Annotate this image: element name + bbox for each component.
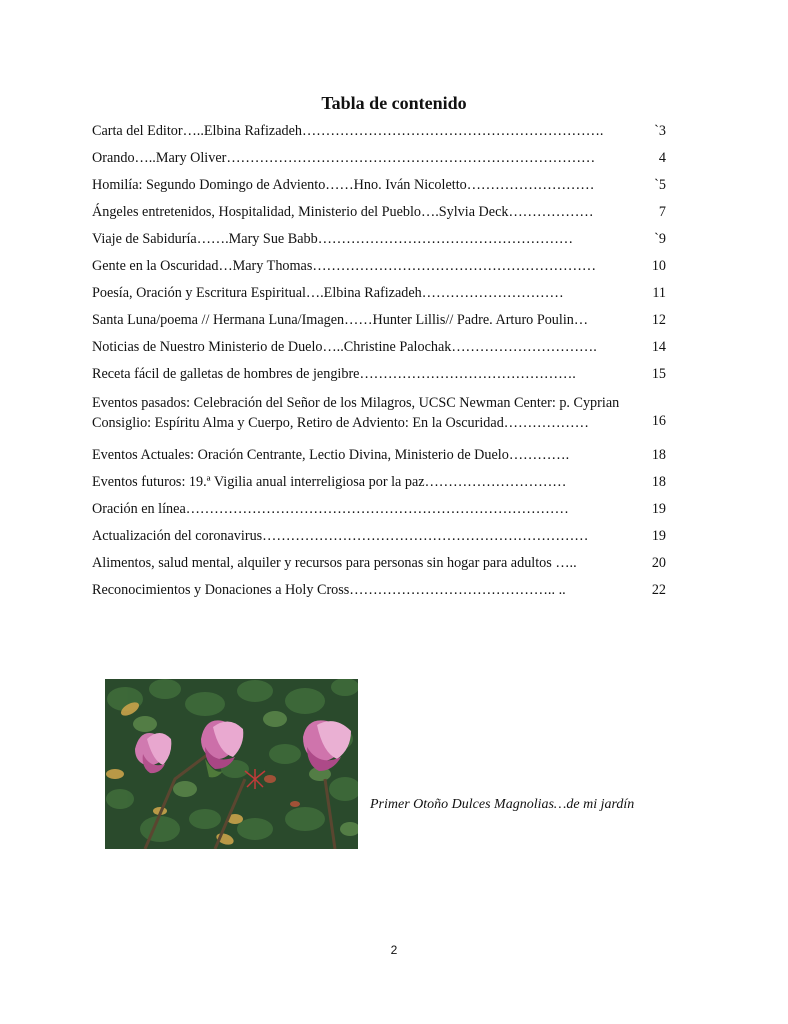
toc-entry-text: Eventos futuros: 19.ª Vigilia anual interreligiosa por la paz………………………… [92,474,567,490]
table-of-contents [92,123,672,609]
toc-entry-page: `9 [654,231,666,247]
toc-entry-text: Carta del Editor…..Elbina Rafizadeh………………………………………………………. [92,123,604,139]
toc-entry [92,393,672,447]
toc-entry [92,339,672,366]
toc-entry [92,258,672,285]
toc-entry [92,312,672,339]
toc-entry-page: 18 [651,474,666,490]
toc-entry [92,582,672,609]
toc-entry-text-line2: Consiglio: Espíritu Alma y Cuerpo, Retiro de Adviento: En la Oscuridad……………… [92,415,589,431]
toc-entry-page: 12 [651,312,666,328]
toc-entry [92,447,672,474]
toc-entry-page: 18 [651,447,666,463]
toc-entry [92,528,672,555]
toc-entry-page: 15 [651,366,666,382]
toc-entry-text: Oración en línea……………………………………………………………………… [92,501,569,517]
page-title: Tabla de contenido [321,93,467,113]
toc-entry-page: 20 [651,555,666,571]
toc-entry [92,501,672,528]
toc-entry [92,231,672,258]
toc-entry-page: 16 [651,413,666,429]
toc-entry-text: Poesía, Oración y Escritura Espiritual….Elbina Rafizadeh………………………… [92,285,564,301]
magnolia-photo [105,679,358,849]
toc-entry [92,177,672,204]
toc-entry-text: Eventos Actuales: Oración Centrante, Lectio Divina, Ministerio de Duelo…………. [92,447,570,463]
page-number: 2 [390,943,398,957]
toc-entry-text: Reconocimientos y Donaciones a Holy Cross…………………………………….. .. [92,582,566,598]
toc-entry-page: `3 [654,123,666,139]
toc-entry-page: 4 [658,150,666,166]
toc-entry [92,123,672,150]
photo-caption: Primer Otoño Dulces Magnolias…de mi jardín [370,797,635,812]
toc-entry-text-line1: Eventos pasados: Celebración del Señor de los Milagros, UCSC Newman Center: p. Cyprian [92,395,620,411]
toc-entry-text: Santa Luna/poema // Hermana Luna/Imagen……Hunter Lillis// Padre. Arturo Poulin… [92,312,589,328]
toc-entry-page: 14 [651,339,666,355]
toc-entry-text: Homilía: Segundo Domingo de Adviento……Hno. Iván Nicoletto……………………… [92,177,595,193]
toc-entry-page: 7 [658,204,666,220]
toc-entry [92,150,672,177]
toc-entry-page: 10 [651,258,666,274]
toc-entry-text: Receta fácil de galletas de hombres de jengibre………………………………………. [92,366,576,382]
toc-entry [92,285,672,312]
toc-entry-page: 19 [651,528,666,544]
toc-entry-page: 22 [651,582,666,598]
toc-entry-text: Gente en la Oscuridad…Mary Thomas…………………………………………………… [92,258,597,274]
toc-entry [92,204,672,231]
toc-entry [92,555,672,582]
toc-entry-text: Orando…..Mary Oliver…………………………………………………………………… [92,150,596,166]
toc-entry [92,366,672,393]
toc-entry-page: 11 [652,285,666,301]
toc-entry-text: Viaje de Sabiduría…….Mary Sue Babb……………………………………………… [92,231,574,247]
toc-entry-page: `5 [654,177,666,193]
toc-entry-text: Noticias de Nuestro Ministerio de Duelo…..Christine Palochak…………………………. [92,339,597,355]
toc-entry-text: Ángeles entretenidos, Hospitalidad, Ministerio del Pueblo….Sylvia Deck……………… [92,204,594,220]
toc-entry-text: Alimentos, salud mental, alquiler y recursos para personas sin hogar para adultos ….. [92,555,577,571]
toc-entry-text: Actualización del coronavirus…………………………………………………………… [92,528,589,544]
toc-entry-page: 19 [651,501,666,517]
toc-entry [92,474,672,501]
